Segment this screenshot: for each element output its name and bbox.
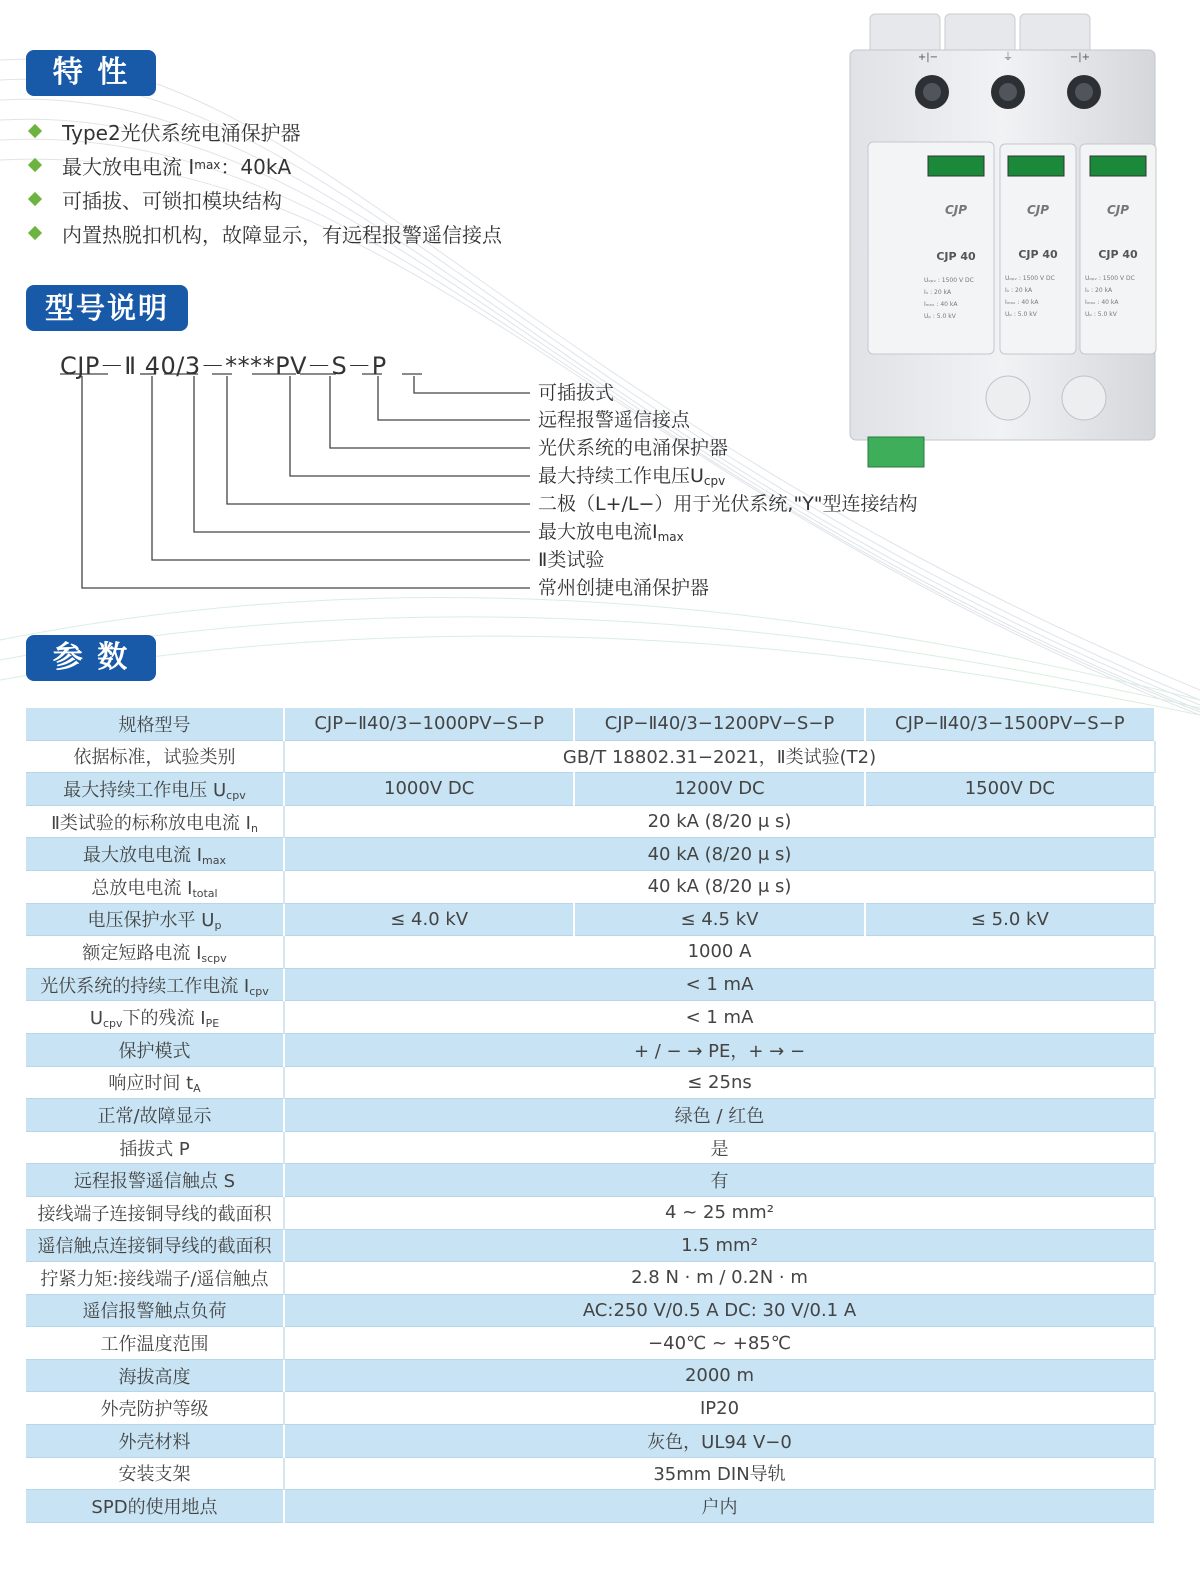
param-label: [26, 740, 284, 773]
param-label: [26, 838, 284, 871]
param-label-text: U: [89, 1008, 103, 1030]
table-row: [26, 1131, 1155, 1164]
table-row: [26, 1099, 1155, 1132]
feature-item: [28, 148, 502, 182]
param-label-text: 拧紧力矩:接线端子/遥信触点: [40, 1268, 269, 1290]
model-desc-text: 最大放电电流I: [538, 521, 658, 543]
table-row: [26, 1392, 1155, 1425]
table-row: [26, 1196, 1155, 1229]
param-label-text: 外壳材料: [118, 1431, 191, 1453]
terminal-label: ⏚: [1003, 52, 1013, 63]
param-label-text: 海拔高度: [118, 1366, 191, 1388]
param-label-text: 电压保护水平 U: [87, 910, 215, 932]
model-desc-text: 常州创捷电涌保护器: [538, 577, 710, 599]
table-row: [26, 903, 1155, 936]
param-value: IP20: [284, 1392, 1155, 1425]
param-label-text: 最大放电电流 I: [83, 845, 203, 867]
param-value: 是: [284, 1131, 1155, 1164]
param-value: 20 kA (8/20 μ s): [284, 805, 1155, 838]
param-label-sub: total: [192, 886, 218, 900]
param-label-sub: p: [214, 919, 222, 933]
table-row: [26, 773, 1155, 806]
feature-text: Type2光伏系统电涌保护器: [62, 120, 301, 145]
param-label: [26, 903, 284, 936]
table-row: [26, 1229, 1155, 1262]
param-value: 4 ~ 25 mm²: [284, 1196, 1155, 1229]
module-spec: Uₒₚᵥ : 1500 V DC: [1085, 275, 1135, 282]
table-header-model: CJP−Ⅱ40/3−1000PV−S−P: [284, 708, 574, 740]
table-row: [26, 1033, 1155, 1066]
surge-protector-device-illustration: [840, 12, 1170, 472]
diamond-bullet-icon: [28, 158, 42, 172]
param-label-text: Ⅱ类试验的标称放电电流 I: [51, 812, 251, 834]
terminal-label: −|+: [1069, 52, 1091, 63]
table-header-model: CJP−Ⅱ40/3−1500PV−S−P: [865, 708, 1155, 740]
param-label-text: 额定短路电流 I: [82, 942, 202, 964]
module-model: CJP 40: [1018, 248, 1058, 261]
param-value: 户内: [284, 1490, 1155, 1523]
model-desc-item: [538, 379, 614, 407]
model-desc-text: 最大持续工作电压U: [538, 465, 704, 487]
model-desc-item: [538, 546, 604, 574]
model-desc-text: 二极（L+/L−）用于光伏系统,"Y"型连接结构: [538, 493, 918, 515]
feature-item: [28, 216, 502, 250]
param-label-sub: A: [193, 1082, 201, 1096]
model-code: CJP－Ⅱ 40/3－****PV－S－P: [60, 352, 387, 380]
param-label-text: 总放电电流 I: [91, 877, 193, 899]
model-desc-item: [538, 434, 728, 462]
model-desc-text: Ⅱ类试验: [538, 549, 605, 571]
model-desc-item: [538, 406, 690, 434]
table-header-label: 规格型号: [26, 708, 284, 740]
table-row: [26, 1327, 1155, 1360]
feature-text: 可插拔、可锁扣模块结构: [62, 188, 282, 213]
param-label-text: 接线端子连接铜导线的截面积: [37, 1203, 272, 1225]
param-label-text: 响应时间 t: [108, 1073, 194, 1095]
param-label-text: 外壳防护等级: [100, 1399, 209, 1421]
diamond-bullet-icon: [28, 226, 42, 240]
brand-logo: CJP: [1026, 203, 1050, 217]
param-label: [26, 936, 284, 969]
model-desc-item: [538, 574, 709, 602]
param-label-text: 光伏系统的持续工作电流 I: [40, 975, 250, 997]
param-value: 1500V DC: [865, 773, 1155, 806]
param-value: < 1 mA: [284, 968, 1155, 1001]
feature-text: 最大放电电流 I: [62, 154, 195, 179]
param-value: < 1 mA: [284, 1001, 1155, 1034]
module-spec: Uₒₚᵥ : 1500 V DC: [924, 277, 974, 284]
model-desc-item: [538, 490, 918, 518]
features-section-title: 特 性: [26, 50, 156, 96]
table-row: [26, 1262, 1155, 1295]
param-label: [26, 1196, 284, 1229]
param-value: 1200V DC: [574, 773, 864, 806]
table-row: [26, 805, 1155, 838]
param-label-sub: cpv: [226, 788, 246, 802]
param-label-text: 工作温度范围: [100, 1334, 209, 1356]
parameters-table: [26, 708, 1156, 1523]
param-label: [26, 1327, 284, 1360]
param-label: [26, 1131, 284, 1164]
table-row: [26, 1457, 1155, 1490]
table-row: [26, 1066, 1155, 1099]
param-label: [26, 1392, 284, 1425]
param-value: + / − → PE，+ → −: [284, 1033, 1155, 1066]
model-desc-text: 光伏系统的电涌保护器: [538, 437, 729, 459]
param-label: [26, 1262, 284, 1295]
module-spec: Iₘₐₓ : 40 kA: [1005, 299, 1039, 306]
module-spec: Iₙ : 20 kA: [1005, 287, 1033, 294]
param-label-text: 最大持续工作电压 U: [63, 779, 227, 801]
feature-sub: max: [194, 158, 221, 172]
table-row: [26, 1294, 1155, 1327]
param-value: 绿色 / 红色: [284, 1099, 1155, 1132]
diamond-bullet-icon: [28, 192, 42, 206]
param-label: [26, 1490, 284, 1523]
param-value: 2000 m: [284, 1359, 1155, 1392]
param-value: ≤ 4.5 kV: [574, 903, 864, 936]
param-value: 40 kA (8/20 μ s): [284, 870, 1155, 903]
param-value: 35mm DIN导轨: [284, 1457, 1155, 1490]
module-spec: Uₚ : 5.0 kV: [1085, 311, 1117, 318]
param-label-text: 安装支架: [118, 1464, 191, 1486]
param-label-text: 正常/故障显示: [97, 1105, 212, 1127]
param-value: ≤ 5.0 kV: [865, 903, 1155, 936]
param-value: ≤ 4.0 kV: [284, 903, 574, 936]
module-spec: Iₙ : 20 kA: [924, 289, 952, 296]
feature-item: [28, 114, 502, 148]
param-label-text: SPD的使用地点: [91, 1497, 218, 1519]
diamond-bullet-icon: [28, 124, 42, 138]
param-value: 1000 A: [284, 936, 1155, 969]
table-row: [26, 870, 1155, 903]
params-section-title: 参 数: [26, 635, 156, 681]
param-label-sub: cpv: [103, 1017, 123, 1031]
param-label-sub: cpv: [249, 984, 269, 998]
table-header-row: [26, 708, 1155, 740]
param-label-text: 依据标准，试验类别: [73, 747, 236, 769]
feature-item: [28, 182, 502, 216]
param-label: [26, 1229, 284, 1262]
param-label: [26, 773, 284, 806]
param-value: 40 kA (8/20 μ s): [284, 838, 1155, 871]
module-model: CJP 40: [936, 250, 976, 263]
param-label: [26, 1164, 284, 1197]
param-label-sub: scpv: [201, 951, 227, 965]
features-list: [28, 114, 502, 250]
param-value: 有: [284, 1164, 1155, 1197]
param-value: 1000V DC: [284, 773, 574, 806]
param-value: AC:250 V/0.5 A DC: 30 V/0.1 A: [284, 1294, 1155, 1327]
model-desc-text: 可插拔式: [538, 382, 615, 404]
param-value: −40℃ ~ +85℃: [284, 1327, 1155, 1360]
param-label: [26, 870, 284, 903]
param-value: 1.5 mm²: [284, 1229, 1155, 1262]
brand-logo: CJP: [1106, 203, 1130, 217]
table-row: [26, 968, 1155, 1001]
param-label: [26, 1099, 284, 1132]
table-row: [26, 1001, 1155, 1034]
param-label: [26, 1425, 284, 1458]
module-spec: Iₙ : 20 kA: [1085, 287, 1113, 294]
param-label-text: 遥信触点连接铜导线的截面积: [37, 1236, 272, 1258]
param-label: [26, 1457, 284, 1490]
model-section-title: 型号说明: [26, 285, 188, 331]
table-row: [26, 1164, 1155, 1197]
module-spec: Iₘₐₓ : 40 kA: [924, 301, 958, 308]
model-desc-text: 远程报警遥信接点: [538, 409, 691, 431]
param-label: [26, 1033, 284, 1066]
feature-text: 内置热脱扣机构，故障显示，有远程报警遥信接点: [62, 222, 502, 247]
param-label: [26, 968, 284, 1001]
param-label: [26, 805, 284, 838]
param-label-sub: max: [202, 854, 226, 868]
param-value: 2.8 N · m / 0.2N · m: [284, 1262, 1155, 1295]
table-row: [26, 838, 1155, 871]
param-label-text: 保护模式: [118, 1040, 191, 1062]
table-row: [26, 740, 1155, 773]
table-row: [26, 1359, 1155, 1392]
model-desc-sub: cpv: [703, 474, 726, 488]
param-value: 灰色，UL94 V−0: [284, 1425, 1155, 1458]
module-model: CJP 40: [1098, 248, 1138, 261]
module-spec: Uₚ : 5.0 kV: [924, 313, 956, 320]
param-label-text: 插拔式 P: [119, 1138, 190, 1160]
param-label: [26, 1001, 284, 1034]
param-label-sub: n: [250, 821, 258, 835]
terminal-label: +|−: [917, 52, 939, 63]
param-label-tail: 下的残流 I: [122, 1008, 206, 1030]
brand-logo: CJP: [944, 203, 968, 217]
module-spec: Uₚ : 5.0 kV: [1005, 311, 1037, 318]
table-header-model: CJP−Ⅱ40/3−1200PV−S−P: [574, 708, 864, 740]
param-value: ≤ 25ns: [284, 1066, 1155, 1099]
module-spec: Iₘₐₓ : 40 kA: [1085, 299, 1119, 306]
param-label: [26, 1294, 284, 1327]
table-row: [26, 1490, 1155, 1523]
model-desc-sub: max: [657, 530, 684, 544]
table-row: [26, 936, 1155, 969]
param-label-sub: PE: [205, 1017, 220, 1031]
table-row: [26, 1425, 1155, 1458]
feature-tail: ：40kA: [220, 154, 292, 179]
param-label: [26, 1359, 284, 1392]
param-label-text: 远程报警遥信触点 S: [73, 1171, 236, 1193]
param-value: GB/T 18802.31−2021，Ⅱ类试验(T2): [284, 740, 1155, 773]
param-label-text: 遥信报警触点负荷: [82, 1301, 227, 1323]
param-label: [26, 1066, 284, 1099]
module-spec: Uₒₚᵥ : 1500 V DC: [1005, 275, 1055, 282]
